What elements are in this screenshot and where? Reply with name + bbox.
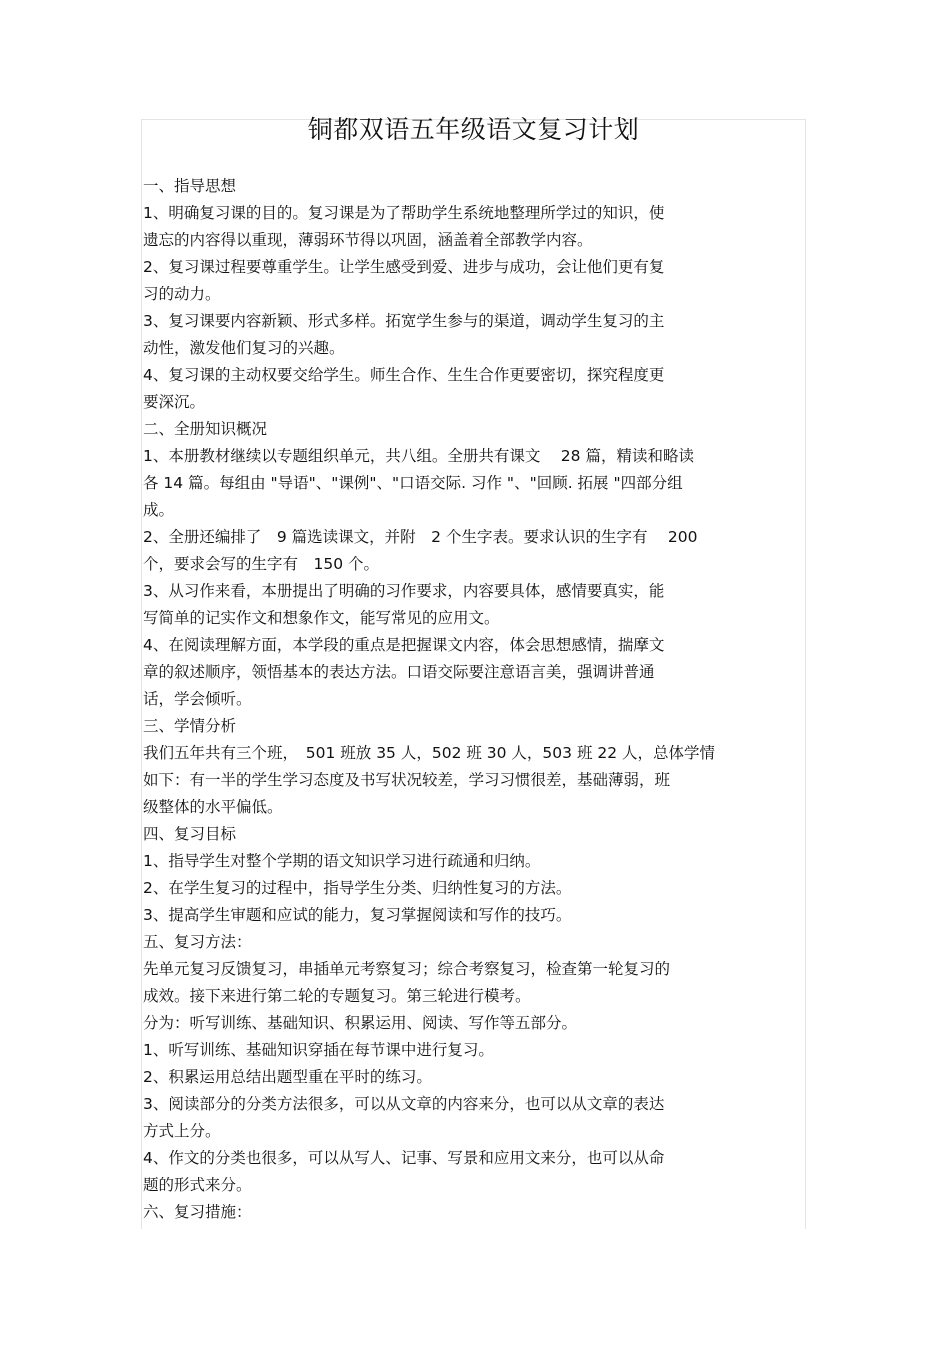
text-line: 2、积累运用总结出题型重在平时的练习。: [143, 1068, 432, 1086]
text-line: 3、提高学生审题和应试的能力，复习掌握阅读和写作的技巧。: [143, 906, 572, 924]
text-line: 习的动力。: [143, 285, 221, 303]
text-line: 1、听写训练、基础知识穿插在每节课中进行复习。: [143, 1041, 494, 1059]
text-line: 成。: [143, 501, 175, 519]
text-line: 4、复习课的主动权要交给学生。师生合作、生生合作更要密切，探究程度更: [143, 366, 665, 384]
text-line: 先单元复习反馈复习，串插单元考察复习；综合考察复习，检查第一轮复习的: [143, 960, 671, 978]
section-heading: 五、复习方法：: [143, 933, 252, 951]
text-line: 动性，激发他们复习的兴趣。: [143, 339, 345, 357]
text-line: 要深沉。: [143, 393, 206, 411]
text-line: 写简单的记实作文和想象作文，能写常见的应用文。: [143, 609, 500, 627]
text-line: 成效。接下来进行第二轮的专题复习。第三轮进行模考。: [143, 987, 531, 1005]
section-heading: 四、复习目标: [143, 825, 237, 843]
text-line: 4、在阅读理解方面，本学段的重点是把握课文内容，体会思想感情，揣摩文: [143, 636, 665, 654]
document-title: 铜都双语五年级语文复习计划: [307, 115, 640, 144]
text-line: 各 14 篇。每组由 "导语"、"课例"、"口语交际. 习作 "、"回顾. 拓展 "四部分组: [143, 474, 683, 492]
section-heading: 一、指导思想: [143, 177, 237, 195]
text-line: 题的形式来分。: [143, 1176, 252, 1194]
section-heading: 二、全册知识概况: [143, 420, 268, 438]
text-line: 1、指导学生对整个学期的语文知识学习进行疏通和归纳。: [143, 852, 541, 870]
section-heading: 六、复习措施：: [143, 1203, 252, 1221]
text-line: 我们五年共有三个班， 501 班放 35 人，502 班 30 人，503 班 22 人，总体学情: [143, 744, 716, 762]
document-body: [143, 173, 798, 1226]
text-line: 方式上分。: [143, 1122, 221, 1140]
section-heading: 三、学情分析: [143, 717, 237, 735]
text-line: 章的叙述顺序，领悟基本的表达方法。口语交际要注意语言美，强调讲普通: [143, 663, 655, 681]
text-line: 3、阅读部分的分类方法很多，可以从文章的内容来分，也可以从文章的表达: [143, 1095, 665, 1113]
text-line: 级整体的水平偏低。: [143, 798, 283, 816]
text-line: 1、本册教材继续以专题组织单元，共八组。全册共有课文 28 篇，精读和略读: [143, 447, 694, 465]
text-line: 遗忘的内容得以重现，薄弱环节得以巩固，涵盖着全部教学内容。: [143, 231, 593, 249]
text-line: 如下：有一半的学生学习态度及书写状况较差，学习习惯很差，基础薄弱，班: [143, 771, 671, 789]
text-line: 3、从习作来看，本册提出了明确的习作要求，内容要具体，感情要真实，能: [143, 582, 665, 600]
text-line: 1、明确复习课的目的。复习课是为了帮助学生系统地整理所学过的知识，使: [143, 204, 665, 222]
text-line: 3、复习课要内容新颖、形式多样。拓宽学生参与的渠道，调动学生复习的主: [143, 312, 665, 330]
text-line: 分为：听写训练、基础知识、积累运用、阅读、写作等五部分。: [143, 1014, 578, 1032]
text-line: 2、在学生复习的过程中，指导学生分类、归纳性复习的方法。: [143, 879, 572, 897]
text-line: 2、复习课过程要尊重学生。让学生感受到爱、进步与成功，会让他们更有复: [143, 258, 665, 276]
text-line: 2、全册还编排了 9 篇选读课文，并附 2 个生字表。要求认识的生字有 200: [143, 528, 698, 546]
text-line: 话，学会倾听。: [143, 690, 252, 708]
text-line: 4、作文的分类也很多，可以从写人、记事、写景和应用文来分，也可以从命: [143, 1149, 665, 1167]
text-line: 个，要求会写的生字有 150 个。: [143, 555, 380, 573]
